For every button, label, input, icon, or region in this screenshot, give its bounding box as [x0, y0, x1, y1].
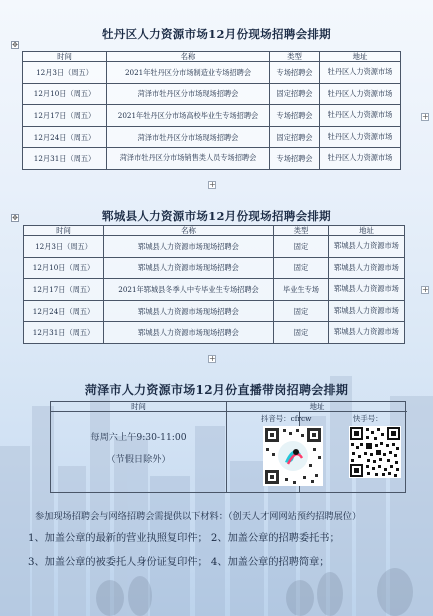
table-row: [23, 126, 401, 148]
row-type: 专场招聘会: [270, 148, 320, 170]
add-row-button[interactable]: +: [209, 180, 216, 189]
header-type: 类型: [274, 226, 329, 236]
row-name: 2021年牡丹区分市场高校毕业生专场招聘会: [107, 105, 270, 127]
row-name: 郓城县人力资源市场现场招聘会: [104, 257, 274, 279]
table-move-handle[interactable]: ✥: [12, 214, 18, 222]
row-address: 郓城县人力资源市场: [329, 236, 405, 258]
materials-item-3-4: 3、加盖公章的被委托人身份证复印件； 4、加盖公章的招聘简章；: [28, 557, 330, 568]
row-name: 2021年郓城县冬季人中专毕业生专场招聘会: [104, 279, 274, 301]
livestream-time: 每周六上午9:30-11:00: [90, 432, 187, 443]
row-date: 12月17日（周五）: [23, 105, 107, 127]
row-address: 牡丹区人力资源市场: [320, 126, 401, 148]
table-row: [24, 300, 405, 322]
header-address: 地址: [329, 226, 405, 236]
header-address: 地址: [320, 52, 401, 62]
douyin-qr-code: [263, 426, 323, 486]
table-row: [24, 322, 405, 344]
row-address: 郓城县人力资源市场: [329, 279, 405, 301]
row-type: 固定: [274, 300, 329, 322]
header-name: 名称: [104, 226, 274, 236]
header-time: 时间: [24, 226, 104, 236]
add-row-button[interactable]: +: [209, 354, 216, 363]
row-address: 牡丹区人力资源市场: [320, 105, 401, 127]
table-header-row: [23, 52, 401, 62]
row-address: 牡丹区人力资源市场: [320, 62, 401, 84]
table-row: [23, 148, 401, 170]
header-time: 时间: [131, 402, 146, 411]
table-move-handle[interactable]: ✥: [12, 41, 18, 49]
row-type: 固定招聘会: [270, 83, 320, 105]
row-date: 12月17日（周五）: [24, 279, 104, 301]
row-name: 菏泽市牡丹区分市场销售类人员专场招聘会: [107, 148, 270, 170]
section3-title: 菏泽市人力资源市场12月份直播带岗招聘会排期: [84, 383, 349, 397]
row-name: 菏泽市牡丹区分市场现场招聘会: [107, 83, 270, 105]
table-row: [23, 62, 401, 84]
header-name: 名称: [107, 52, 270, 62]
add-column-button[interactable]: +: [422, 112, 429, 121]
section1-table: [22, 51, 401, 170]
header-time: 时间: [23, 52, 107, 62]
table-row: [23, 105, 401, 127]
row-date: 12月3日（周五）: [24, 236, 104, 258]
table-row: [24, 279, 405, 301]
row-type: 毕业生专场: [274, 279, 329, 301]
livestream-holiday-note: （节假日除外）: [106, 454, 171, 465]
douyin-label: 抖音号：cfrcw: [261, 414, 312, 423]
row-address: 郓城县人力资源市场: [329, 257, 405, 279]
section2-title: 郓城县人力资源市场12月份现场招聘会排期: [101, 209, 331, 223]
row-date: 12月10日（周五）: [23, 83, 107, 105]
row-type: 固定: [274, 257, 329, 279]
row-name: 菏泽市牡丹区分市场现场招聘会: [107, 126, 270, 148]
row-address: 郓城县人力资源市场: [329, 300, 405, 322]
row-name: 2021年牡丹区分市场制造业专场招聘会: [107, 62, 270, 84]
row-type: 固定招聘会: [270, 126, 320, 148]
row-date: 12月3日（周五）: [23, 62, 107, 84]
row-address: 牡丹区人力资源市场: [320, 83, 401, 105]
row-date: 12月10日（周五）: [24, 257, 104, 279]
livestream-table: [50, 401, 406, 493]
header-type: 类型: [270, 52, 320, 62]
row-date: 12月31日（周五）: [23, 148, 107, 170]
column-divider: [226, 402, 227, 492]
materials-intro: 参加现场招聘会与网络招聘会需提供以下材料：（创天人才网网站预约招聘展位）: [35, 511, 362, 522]
row-date: 12月24日（周五）: [24, 300, 104, 322]
row-date: 12月24日（周五）: [23, 126, 107, 148]
row-name: 郓城县人力资源市场现场招聘会: [104, 300, 274, 322]
row-date: 12月31日（周五）: [24, 322, 104, 344]
table-header-row: [24, 226, 405, 236]
table-row: [24, 236, 405, 258]
row-type: 固定: [274, 236, 329, 258]
row-type: 固定: [274, 322, 329, 344]
materials-item-1-2: 1、加盖公章的最新的营业执照复印件； 2、加盖公章的招聘委托书；: [28, 533, 340, 544]
section2-table: [23, 225, 405, 344]
row-name: 郓城县人力资源市场现场招聘会: [104, 322, 274, 344]
section1-title: 牡丹区人力资源市场12月份现场招聘会排期: [101, 27, 331, 41]
table-row: [23, 83, 401, 105]
kuaishou-label: 快手号：: [353, 414, 383, 423]
row-type: 专场招聘会: [270, 105, 320, 127]
kuaishou-qr-code: [349, 426, 401, 478]
add-column-button[interactable]: +: [422, 285, 429, 294]
table-row: [24, 257, 405, 279]
row-address: 郓城县人力资源市场: [329, 322, 405, 344]
row-address: 牡丹区人力资源市场: [320, 148, 401, 170]
row-name: 郓城县人力资源市场现场招聘会: [104, 236, 274, 258]
row-type: 专场招聘会: [270, 62, 320, 84]
header-address: 地址: [309, 402, 325, 411]
